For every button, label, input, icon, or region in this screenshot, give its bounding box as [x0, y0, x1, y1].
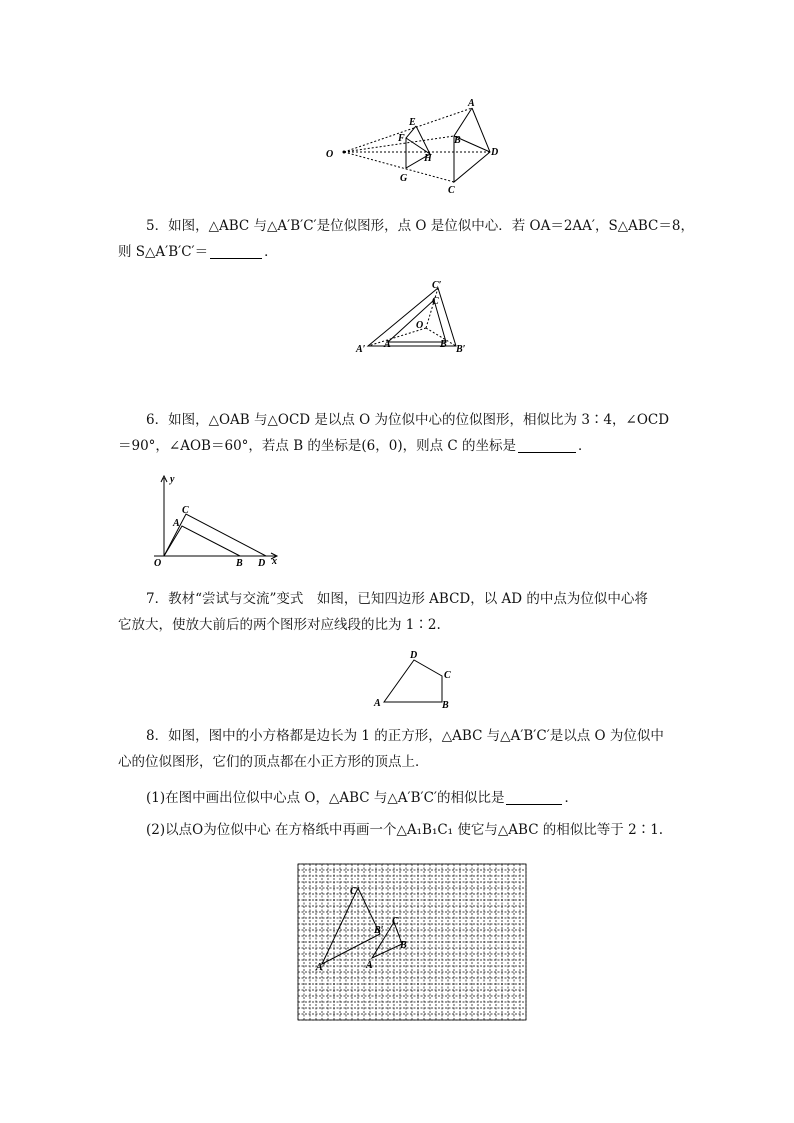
- q8-part1: [118, 785, 678, 811]
- q8-line1: [118, 723, 678, 749]
- q5-label-a1: A′: [356, 344, 366, 355]
- fig1-dash-oa: [344, 108, 472, 152]
- q5-answer-blank[interactable]: [210, 244, 262, 259]
- q7-line1: [118, 586, 678, 612]
- q5-label-a: A: [384, 339, 391, 350]
- q7-label-a: A: [374, 698, 381, 709]
- fig1-label-a: A: [468, 98, 475, 109]
- q5-paragraph: [118, 213, 694, 265]
- q6-label-b: B: [236, 558, 243, 569]
- q5-figure: [352, 278, 478, 358]
- q8-part2-text: (2)以点O为位似中心 在方格纸中再画一个△A₁B₁C₁ 使它与△ABC 的相似比等于 2∶1.: [146, 822, 664, 838]
- fig1-dash-oc: [344, 152, 454, 182]
- q8-label-b: B: [400, 940, 407, 951]
- q6-line2-prefix: ＝90°，∠AOB＝60°，若点 B 的坐标是(6，0)，则点 C 的坐标是: [118, 438, 517, 454]
- q8-label-c: C: [392, 916, 399, 927]
- q6-label-c: C: [182, 505, 189, 516]
- q6-line2: [118, 433, 678, 459]
- q5-label-o: O: [416, 320, 424, 331]
- q5-label-b: B: [440, 339, 447, 350]
- q8-line2: [118, 749, 678, 775]
- fig1-label-c: C: [448, 185, 455, 196]
- q5-line1: [118, 213, 694, 239]
- q5-label-b1: B′: [456, 344, 466, 355]
- q6-label-y: y: [170, 474, 175, 485]
- q7-line2-text: 它放大，使放大前后的两个图形对应线段的比为 1∶2.: [118, 617, 441, 633]
- q6-line1-text: 6．如图，△OAB 与△OCD 是以点 O 为位似中心的位似图形，相似比为 3∶4，∠OCD: [146, 412, 670, 428]
- q8-label-c1: C′: [350, 886, 360, 897]
- q5-label-c1: C′: [432, 280, 442, 291]
- q7-label-b: B: [442, 700, 449, 710]
- q6-line1: [118, 407, 678, 433]
- q6-triangle-oab: [164, 526, 240, 556]
- q5-line1-text: 5．如图，△ABC 与△A′B′C′是位似图形，点 O 是位似中心．若 OA＝2AA′，S△ABC＝8，: [146, 218, 694, 234]
- fig1-label-b: B: [454, 135, 461, 146]
- fig1-label-o: O: [326, 149, 334, 160]
- q7-figure: [370, 646, 462, 710]
- q6-label-d: D: [258, 558, 266, 569]
- q8-line1-text: 8．如图，图中的小方格都是边长为 1 的正方形，△ABC 与△A′B′C′是以点 O 为位似中: [146, 728, 664, 744]
- fig1-point-o: [343, 151, 346, 154]
- q6-label-o: O: [154, 558, 162, 569]
- q8-paragraph: [118, 723, 678, 843]
- q8-label-a1: A′: [316, 962, 326, 973]
- q7-quadrilateral: [384, 660, 442, 702]
- q8-line2-text: 心的位似图形，它们的顶点都在小正方形的顶点上．: [118, 754, 429, 770]
- q8-answer-blank[interactable]: [506, 790, 562, 805]
- q6-label-x: x: [272, 556, 277, 567]
- fig1-label-f: F: [398, 133, 405, 144]
- q6-figure: [146, 470, 286, 570]
- q5-label-c: C: [432, 296, 439, 307]
- q7-label-d: D: [410, 650, 418, 661]
- q5-outer-triangle: [368, 288, 456, 346]
- q8-part2: [118, 817, 678, 843]
- q6-answer-blank[interactable]: [518, 438, 576, 453]
- fig1-label-d: D: [491, 147, 499, 158]
- q8-label-b1: B′: [374, 925, 384, 936]
- q5-line2: [118, 239, 678, 265]
- q7-paragraph: [118, 586, 678, 638]
- q7-line2: [118, 612, 678, 638]
- q8-part1-suffix: ．: [564, 790, 578, 806]
- q8-grid-figure: [296, 862, 528, 1022]
- q8-label-a: A: [366, 960, 373, 971]
- q8-part1-prefix: (1)在图中画出位似中心点 O，△ABC 与△A′B′C′的相似比是: [146, 790, 505, 806]
- q6-line2-suffix: ．: [578, 438, 592, 454]
- q7-label-c: C: [444, 670, 451, 681]
- q5-line2-suffix: ．: [264, 244, 278, 260]
- q7-line1-text: 7．教材“尝试与交流”变式 如图，已知四边形 ABCD，以 AD 的中点为位似中心将: [146, 591, 648, 607]
- q5-line2-prefix: 则 S△A′B′C′＝: [118, 244, 209, 260]
- q6-paragraph: [118, 407, 678, 459]
- fig1-label-h: H: [424, 153, 432, 164]
- figure-1-diagram: [320, 96, 510, 196]
- q6-label-a: A: [173, 518, 180, 529]
- fig1-label-e: E: [409, 117, 416, 128]
- q8-triangle-large: [322, 888, 380, 964]
- fig1-label-g: G: [400, 173, 408, 184]
